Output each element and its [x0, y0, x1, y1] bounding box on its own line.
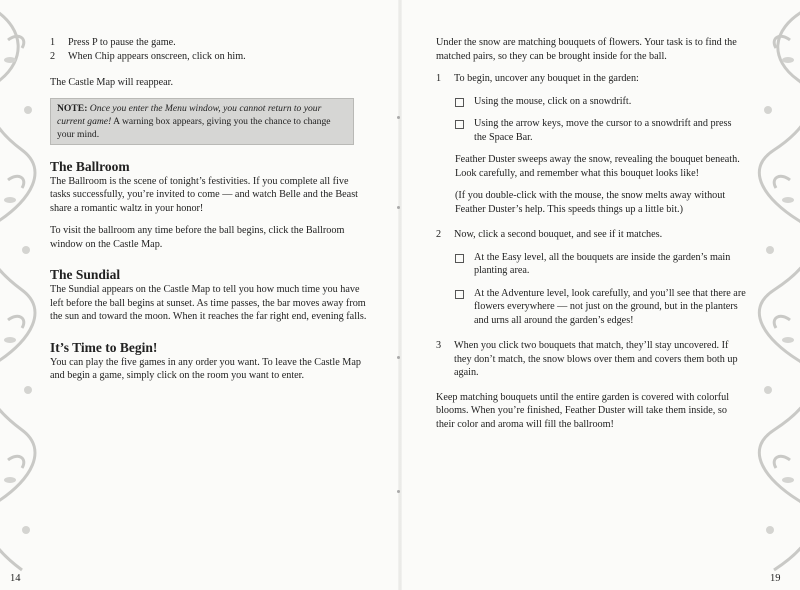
- note-emphasis: Once you enter the Menu window, you cannot return to your current game!: [57, 102, 322, 127]
- option-text: Using the mouse, click on a snowdrift.: [474, 95, 632, 107]
- gutter-mark: [397, 206, 400, 209]
- step-number: 3: [436, 340, 442, 351]
- step-text: Now, click a second bouquet, and see if it matches.: [454, 229, 663, 240]
- step-item: [50, 50, 370, 64]
- note-text: A warning box appears, giving you the chance to change your mind.: [57, 115, 331, 140]
- right-page: [436, 36, 746, 431]
- checkbox-icon: [455, 98, 464, 107]
- sundial-paragraph: The Sundial appears on the Castle Map to tell you how much time you have left before the ball begins at sunset. As time passes, the bar moves away from the sun and toward the moon. When it reaches the far right end, evening falls.: [50, 284, 367, 322]
- gutter-mark: [397, 116, 400, 119]
- option-text: Using the arrow keys, move the cursor to a snowdrift and press the Space Bar.: [474, 118, 732, 143]
- option-item: [455, 251, 746, 278]
- checkbox-icon: [455, 254, 464, 263]
- step1-paragraph-2: (If you double-click with the mouse, the snow melts away without Feather Duster’s help. This speeds things up a little bit.): [455, 190, 726, 215]
- step-item: [50, 36, 370, 50]
- gutter-mark: [397, 356, 400, 359]
- option-item: [455, 117, 746, 144]
- step-number: 1: [436, 73, 442, 84]
- note-label: NOTE:: [57, 102, 88, 114]
- step-text: When Chip appears onscreen, click on him.: [68, 50, 246, 62]
- castle-map-text: The Castle Map will reappear.: [50, 77, 174, 88]
- option-text: At the Easy level, all the bouquets are inside the garden’s main planting area.: [474, 251, 731, 276]
- ballroom-paragraph-1: The Ballroom is the scene of tonight’s festivities. If you complete all five tasks successfully, you’re invited to come — and watch Belle and the Beast share a romantic waltz in your honor!: [50, 175, 358, 214]
- right-ornamental-border: [750, 0, 800, 590]
- begin-paragraph: You can play the five games in any order you want. To leave the Castle Map and begin a game, simply click on the room you want to enter.: [50, 356, 361, 381]
- step-text: Press P to pause the game.: [68, 37, 176, 48]
- ballroom-heading: The Ballroom: [50, 158, 130, 174]
- flourish-pattern-left: [0, 0, 40, 590]
- gutter-mark: [397, 490, 400, 493]
- left-page: [50, 36, 370, 383]
- page-gutter: [398, 0, 402, 590]
- option-item: [455, 287, 746, 328]
- left-page-number: 14: [10, 573, 21, 584]
- begin-heading: It’s Time to Begin!: [50, 339, 158, 355]
- note-box: [50, 98, 354, 145]
- pause-steps: [50, 36, 370, 63]
- option-item: [455, 95, 746, 109]
- left-ornamental-border: [0, 0, 40, 590]
- option-text: At the Adventure level, look carefully, and you’ll see that there are flowers everywhere — not just on the ground, but in the planters and urns all around the garden’s edges!: [474, 287, 746, 326]
- step-item: [436, 339, 746, 380]
- flourish-pattern-right: [750, 0, 800, 590]
- ballroom-paragraph-2: To visit the ballroom any time before the ball begins, click the Ballroom window on the Castle Map.: [50, 225, 345, 250]
- step-text: To begin, uncover any bouquet in the garden:: [454, 73, 639, 84]
- step-item: [436, 228, 746, 242]
- step-text: When you click two bouquets that match, they’ll stay uncovered. If they don’t match, the snow blows over them and covers them both up again.: [454, 340, 738, 378]
- step-item: [436, 72, 746, 86]
- step1-paragraph-1: Feather Duster sweeps away the snow, revealing the bouquet beneath. Look carefully, and remember what this bouquet looks like!: [455, 154, 740, 179]
- checkbox-icon: [455, 120, 464, 129]
- intro-paragraph: Under the snow are matching bouquets of flowers. Your task is to find the matched pairs, so they can be brought inside for the ball.: [436, 37, 737, 62]
- step-number: 2: [436, 229, 442, 240]
- sundial-heading: The Sundial: [50, 267, 121, 282]
- step-number: 1: [50, 37, 56, 48]
- right-page-number: 19: [770, 573, 781, 584]
- closing-paragraph: Keep matching bouquets until the entire garden is covered with colorful blooms. When you’re finished, Feather Duster will take them inside, so their color and aroma will fill the ballroom!: [436, 391, 730, 430]
- checkbox-icon: [455, 290, 464, 299]
- step-number: 2: [50, 50, 56, 62]
